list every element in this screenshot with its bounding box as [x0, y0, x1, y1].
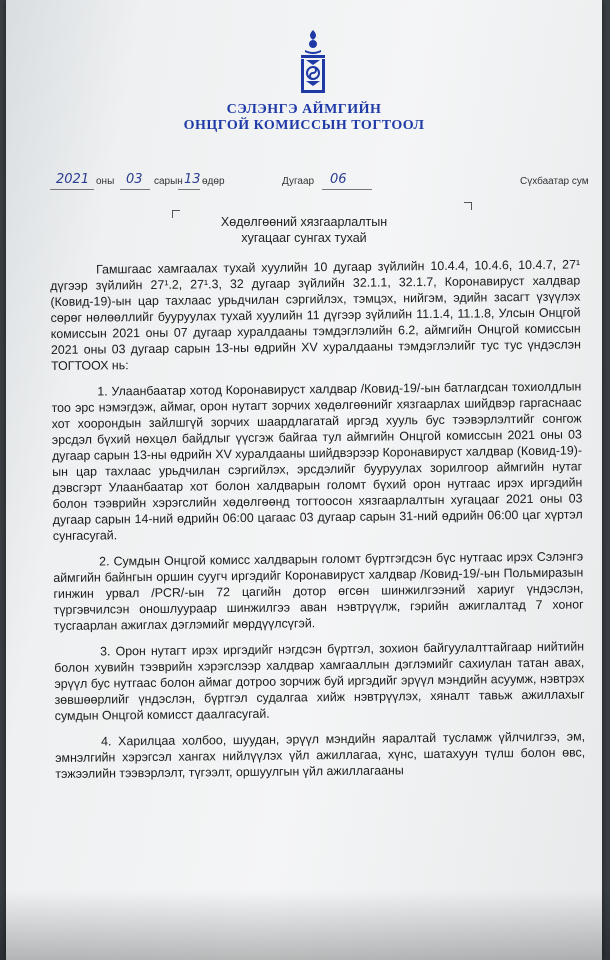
place-name: Сүхбаатар сум [520, 176, 589, 187]
date-day-suffix: өдөр [202, 176, 225, 187]
paragraph-2: 2. Сумдын Онцгой комисс халдварын голомт бүртгэгдсэн бүс нутгаас ирэх Сэлэнгэ аймгийн байнгын оршин суугч иргэдийг Коронавируст халдвар /Ковид-19/-ын Польмиразын гинжин урвал /PCR/-ын 72 цагийн дотор өгсөн шинжилгээний хариуг үндэслэн, түргэвчилсэн оношлуураар шинжилгээ аван нэвтрүүлж, гэрийн ажиглалтад 7 хоног тусгаарлан ажиглах дэглэмийг мөрдүүлсүгэй. [53, 549, 584, 633]
soyombo-emblem-icon [291, 28, 335, 98]
photo-shadow [0, 890, 610, 960]
date-year: 2021 [56, 172, 90, 187]
date-day: 13 [184, 172, 201, 187]
org-name: СЭЛЭНГЭ АЙМГИЙН [226, 102, 382, 117]
paragraph-1: 1. Улаанбаатар хотод Коронавируст халдвар /Ковид-19/-ын батлагдсан тохиолдлын тоо эрс нэмэгдэж, аймаг, орон нутагт зорчих хөдөлгөөнийг хязгаарлах шийдвэр гаргаснаас хот хоорондын зайлшгүй зорчих шаардлагатай иргэд хууль бус тээвэрлэлтийг сонгож эрсдэл бүхий нөхцөл байдлыг үүсгэж байгаа тул аймгийн Онцгой комиссын 2021 оны 03 дугаар сарын 13-ны өдрийн XV хуралдааны шийдвэрээр Коронавируст халдвар (Ковид-19)-ын цар тахлаас урьдчилан сэргийлэх, эрсдэлийг бууруулах зорилгоор аймгийн нутаг дэвсгэрт Улаанбаатар хот болон халдварын голомт бүхий орон нутгаас ирэх иргэдийн болон тээврийн хэрэгслийн хөдөлгөөнд тогтоосон хязгаарлалтын хугацааг 2021 оны 03 дугаар сарын 14-ний өдрийн 06:00 цагаас 03 дугаар сарын 31-ний өдрийн 06:00 цаг хүртэл сунгасугай. [51, 379, 583, 543]
date-line [46, 172, 602, 192]
document-body [50, 256, 586, 792]
document-title-line1: Хөдөлгөөний хязгаарлалтын [220, 215, 388, 229]
paragraph-3: 3. Орон нутагт ирэх иргэдийг нэгдсэн бүртгэл, зохион байгуулалттайгаар нийтийн болон хувийн тээврийн хэрэгслээр халдвар хамгааллын дэглэмийг сахиулан татан авах, эрүүл бус нутгаас болон аймаг дотроо зорчиж буй иргэдийг эрүүл мэндийн асуумж, нэвтрэх зөвшөөрлийг үндэслэн, бүртгэл судалгаа хийж нэвтрүүлэх, хяналт тавьж ажиллахыг сумдын Онцгой комисст даалгасугай. [54, 639, 585, 723]
paragraph-preamble: Гамшгаас хамгаалах тухай хуулийн 10 дугаар зүйлийн 10.4.4, 10.4.6, 10.4.7, 27¹ дүгээр зүйлийн 27¹.2, 27¹.3, 32 дугаар зүйлийн 32.1.1, 32.1.7, Коронавируст халдвар (Ковид-19)-ын цар тахлаас урьдчилан сэргийлэх, тэмцэх, нийгэм, эдийн засагт үзүүлэх сөрөг нөлөөллийг бууруулах тухай хуулийн 11 дүгээр зүйлийн 11.1.4, 11.1.8, Улсын Онцгой комиссын 2021 оны 07 дугаар хуралдааны тэмдэглэлийн 6.2, аймгийн Онцгой комиссын 2021 оны 03 дугаар сарын 13-ны өдрийн XV хуралдааны тэмдэглэлийг тус тус үндэслэн ТОГТООХ нь: [50, 257, 581, 373]
paragraph-4: 4. Харилцаа холбоо, шуудан, эрүүл мэндийн яаралтай тусламж үйлчилгээ, эм, эмнэлгийн хэрэгсэл хангах нийлүүлэх үйл ажиллагаа, хүнс, шатахуун түлш болон өвс, тэжээлийн тээвэрлэлт, түгээлт, оршуулгын үйл ажиллагааны [55, 729, 586, 781]
document-page [6, 0, 602, 960]
date-year-suffix: оны [96, 176, 115, 187]
number-label: Дугаар [282, 176, 315, 187]
title-corner-right [464, 202, 472, 210]
document-number: 06 [330, 172, 347, 187]
document-title-line2: хугацааг сунгах тухай [241, 231, 367, 245]
document-type: ОНЦГОЙ КОМИССЫН ТОГТООЛ [183, 118, 425, 133]
date-month: 03 [126, 172, 143, 187]
date-month-suffix: сарын [154, 176, 183, 187]
